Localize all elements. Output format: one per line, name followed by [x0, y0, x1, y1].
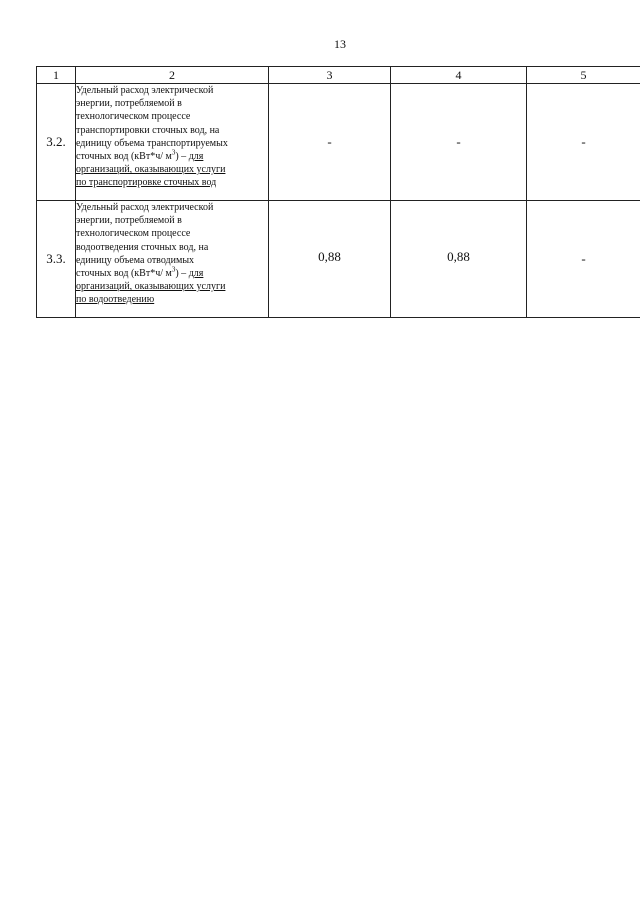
- description-line: единицу объема отводимых: [76, 254, 195, 266]
- underlined-line: организаций, оказывающих услуги: [76, 281, 226, 293]
- description-unit-line: [76, 150, 268, 163]
- table-row: [37, 84, 640, 201]
- header-row: [37, 67, 640, 84]
- unit-prefix: сточных вод (кВт*ч/ м: [76, 268, 172, 280]
- description-unit-line: [76, 267, 268, 280]
- row-description: [76, 201, 269, 318]
- header-col-5: 5: [527, 67, 640, 84]
- description-line: энергии, потребляемой в: [76, 215, 182, 227]
- underlined-line: по транспортировке сточных вод: [76, 177, 217, 189]
- value-col-3: 0,88: [269, 201, 391, 318]
- value-col-4: -: [391, 84, 527, 201]
- unit-superscript: 3: [171, 148, 176, 157]
- value-col-5: -: [527, 201, 640, 318]
- unit-suffix: ) –: [175, 151, 189, 163]
- indicator-table: [36, 66, 640, 318]
- header-col-3: 3: [269, 67, 391, 84]
- unit-superscript: 3: [171, 265, 176, 274]
- underlined-line: по водоотведению: [76, 294, 155, 306]
- row-description: [76, 84, 269, 201]
- page-number: 13: [334, 37, 346, 51]
- value-col-5: -: [527, 84, 640, 201]
- row-number: 3.2.: [37, 84, 76, 201]
- value-col-3: -: [269, 84, 391, 201]
- description-line: технологическом процессе: [76, 228, 191, 240]
- header-col-2: 2: [76, 67, 269, 84]
- unit-link-text: для: [188, 268, 204, 280]
- unit-prefix: сточных вод (кВт*ч/ м: [76, 151, 172, 163]
- row-number: 3.3.: [37, 201, 76, 318]
- description-line: энергии, потребляемой в: [76, 98, 182, 110]
- description-line: технологическом процессе: [76, 111, 191, 123]
- description-line: Удельный расход электрической: [76, 85, 214, 96]
- description-line: водоотведения сточных вод, на: [76, 241, 209, 253]
- underlined-line: организаций, оказывающих услуги: [76, 164, 226, 176]
- unit-link-text: для: [188, 151, 204, 163]
- value-col-4: 0,88: [391, 201, 527, 318]
- table-row: [37, 201, 640, 318]
- description-line: единицу объема транспортируемых: [76, 137, 228, 149]
- unit-suffix: ) –: [175, 268, 189, 280]
- description-line: Удельный расход электрической: [76, 202, 214, 213]
- header-col-1: 1: [37, 67, 76, 84]
- description-line: транспортировки сточных вод, на: [76, 124, 220, 136]
- header-col-4: 4: [391, 67, 527, 84]
